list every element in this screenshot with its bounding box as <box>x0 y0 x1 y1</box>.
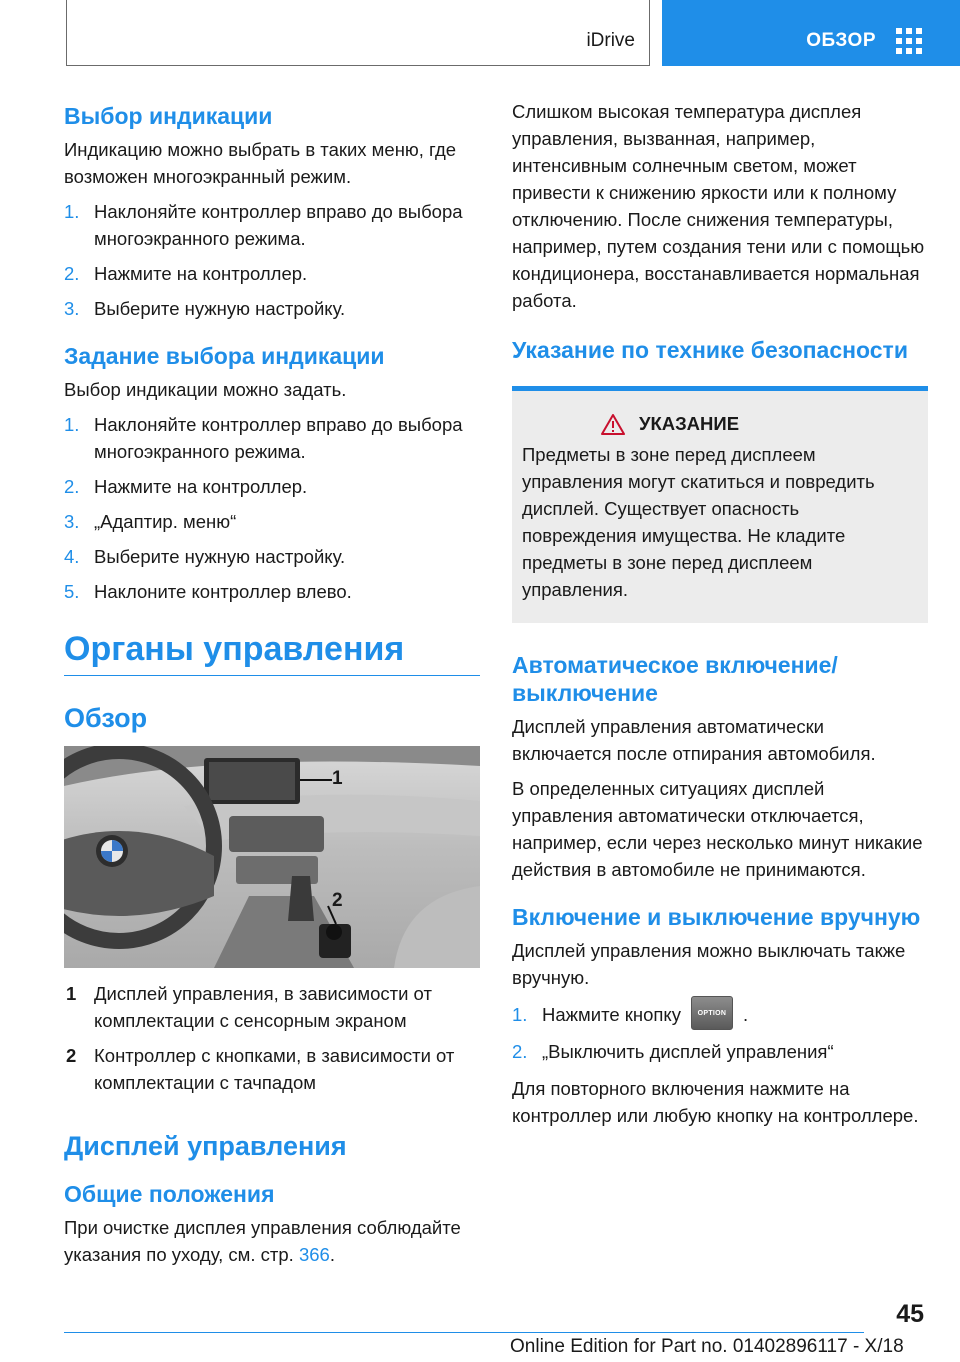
option-button-icon: OPTION <box>691 996 733 1030</box>
warning-text: Предметы в зоне перед дисплеем управления могут скатиться и повредить дисплей. Существует опасность повреждения имущества. Не кладите предметы в зоне перед дисплеем управления. <box>522 444 875 600</box>
list-item: 1. Наклоняйте контроллер вправо до выбора многоэкранного режима. <box>64 414 463 462</box>
paragraph: Дисплей управления автоматически включается после отпирания автомобиля. <box>512 716 876 764</box>
list-item: 2. Нажмите на контроллер. <box>64 476 308 497</box>
section-intro: Индикацию можно выбрать в таких меню, где возможен многоэкранный режим. <box>64 139 457 187</box>
list-item: 1 Дисплей управления, в зависимости от комплектации с сенсорным экраном <box>66 983 432 1031</box>
list-item: 4. Выберите нужную настройку. <box>64 546 346 567</box>
header-chapter-label: ОБЗОР <box>806 30 876 51</box>
steps-list <box>64 411 480 605</box>
paragraph: В определенных ситуациях дисплей управления автоматически отключается, например, если через несколько минут никакие действия в автомобиле не принимаются. <box>512 778 923 880</box>
section-title-manual: Включение и выключение вручную <box>512 904 921 930</box>
warning-triangle-icon <box>601 413 625 435</box>
warning-box <box>512 386 928 623</box>
steps-list <box>512 1001 928 1065</box>
section-title-safety: Указание по технике безопасности <box>512 337 908 363</box>
list-item: 3. „Адаптир. меню“ <box>64 511 237 532</box>
right-column <box>512 98 928 1137</box>
paragraph: Дисплей управления можно выключать также вручную. <box>512 940 906 988</box>
section-title-set-display: Задание выбора индикации <box>64 343 385 369</box>
callout-1: 1 <box>332 768 343 789</box>
paragraph: При очистке дисплея управления соблюдайте указания по уходу, см. стр. 366. <box>64 1217 461 1265</box>
steps-list <box>64 198 480 322</box>
cockpit-illustration <box>64 746 480 968</box>
section-title-select-display: Выбор индикации <box>64 103 273 129</box>
paragraph: Для повторного включения нажмите на контроллер или любую кнопку на контроллере. <box>512 1078 919 1127</box>
paragraph: Слишком высокая температура дисплея управления, вызванная, например, интенсивным солнечным светом, может привести к снижению яркости или к полному отключению. После снижения температуры, например, путем создания тени или с помощью кондиционера, восстанавливается нормальная работа. <box>512 101 925 311</box>
list-item: 2. „Выключить дисплей управления“ <box>512 1041 834 1063</box>
list-item: 2. Нажмите на контроллер. <box>64 263 308 284</box>
list-item: 3. Выберите нужную настройку. <box>64 298 346 319</box>
list-item: 2 Контроллер с кнопками, в зависимости от комплектации с тачпадом <box>66 1045 455 1093</box>
subsection-title-general: Общие положения <box>64 1181 275 1207</box>
section-title-control-display: Дисплей управления <box>64 1131 347 1161</box>
warning-label: УКАЗАНИЕ <box>638 413 740 434</box>
page-number: 45 <box>896 1300 924 1328</box>
footer-divider <box>64 1332 864 1333</box>
grid-menu-icon[interactable] <box>896 28 922 54</box>
list-item: 1. Наклоняйте контроллер вправо до выбора многоэкранного режима. <box>64 201 463 249</box>
section-title-overview: Обзор <box>64 703 148 733</box>
left-column <box>64 102 480 1276</box>
section-title-auto-on-off: Автоматическое включение/выключение <box>512 652 838 706</box>
warning-title <box>522 413 918 435</box>
page-link[interactable]: 366 <box>298 1244 330 1265</box>
footer-edition: Online Edition for Part no. 01402896117 - X/18 <box>510 1336 904 1357</box>
chapter-title: Органы управления <box>64 630 405 668</box>
header-section-box <box>66 0 650 66</box>
figure-legend <box>64 980 480 1096</box>
chapter-heading <box>64 629 480 676</box>
header-chapter-tab[interactable] <box>662 0 960 66</box>
callout-2: 2 <box>332 890 343 911</box>
list-item: 5. Наклоните контроллер влево. <box>64 581 352 602</box>
cockpit-photo <box>64 746 480 968</box>
section-intro: Выбор индикации можно задать. <box>64 379 347 400</box>
list-item: 1. Нажмите кнопку OPTION . <box>512 1001 928 1030</box>
header-section-label: iDrive <box>586 30 635 51</box>
